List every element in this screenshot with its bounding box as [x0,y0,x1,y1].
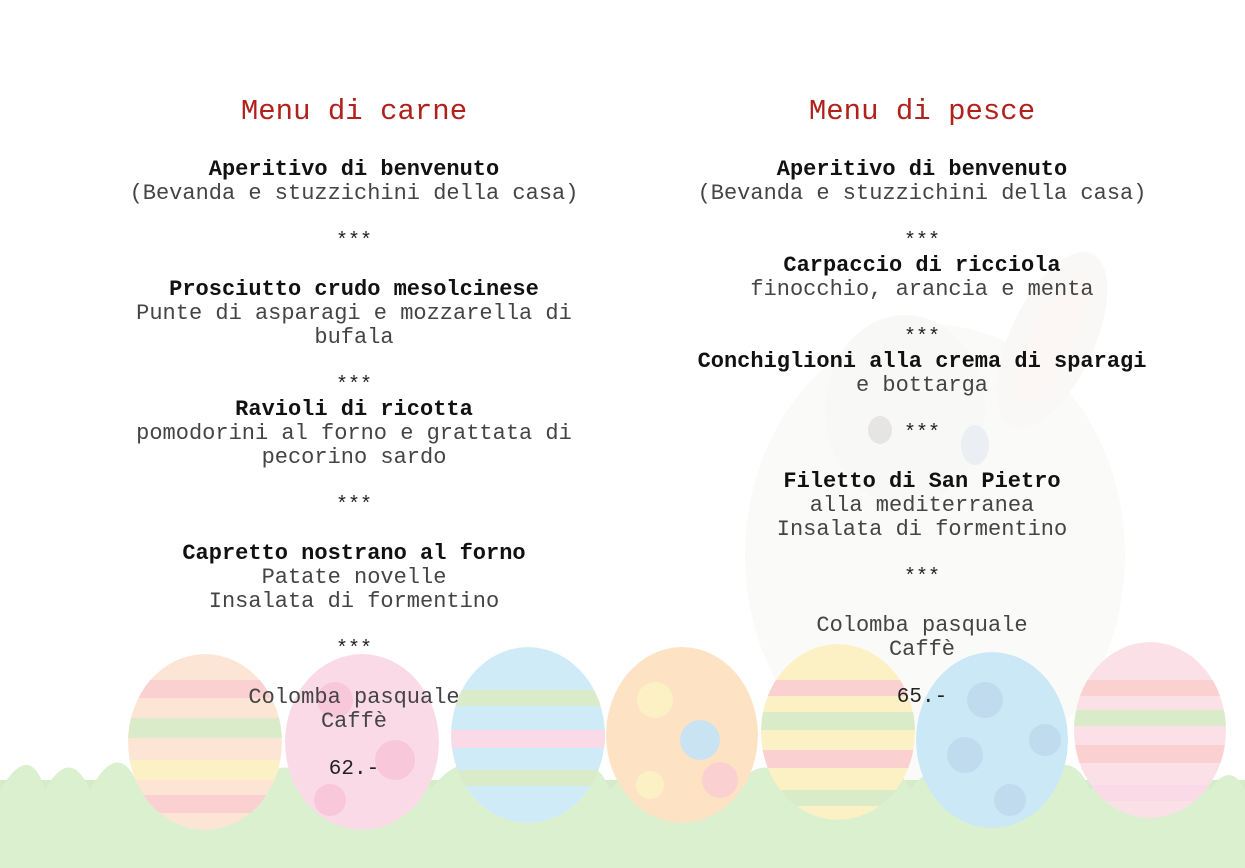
fish-aperitivo-desc: (Bevanda e stuzzichini della casa) [697,181,1147,206]
fish-separator: *** [903,422,940,445]
fish-menu-title: Menu di pesce [808,95,1036,128]
fish-coffee: Caffè [888,637,955,662]
meat-course3-name: Capretto nostrano al forno [182,541,526,566]
meat-course2-desc: pomodorini al forno e grattata di [136,421,572,446]
fish-course2-name: Conchiglioni alla crema di sparagi [697,349,1147,374]
fish-course3-desc: Insalata di formentino [776,517,1068,542]
fish-price: 65.- [896,686,948,709]
meat-separator: *** [335,638,372,661]
fish-course2-desc: e bottarga [855,373,989,398]
meat-course3-desc: Insalata di formentino [208,589,500,614]
fish-course3-desc: alla mediterranea [809,493,1035,518]
meat-course2-desc: pecorino sardo [261,445,447,470]
meat-coffee: Caffè [320,709,387,734]
meat-separator: *** [335,374,372,397]
fish-course1-desc: finocchio, arancia e menta [750,277,1094,302]
fish-separator: *** [903,326,940,349]
fish-separator: *** [903,230,940,253]
meat-menu-title: Menu di carne [240,95,468,128]
fish-course1-name: Carpaccio di ricciola [783,253,1061,278]
meat-dessert: Colomba pasquale [248,685,460,710]
meat-course1-name: Prosciutto crudo mesolcinese [169,277,539,302]
meat-aperitivo: Aperitivo di benvenuto [208,157,500,182]
fish-dessert: Colomba pasquale [816,613,1028,638]
fish-separator: *** [903,566,940,589]
meat-course3-desc: Patate novelle [261,565,447,590]
meat-aperitivo-desc: (Bevanda e stuzzichini della casa) [129,181,579,206]
meat-course2-name: Ravioli di ricotta [235,397,473,422]
meat-separator: *** [335,494,372,517]
meat-course1-desc: bufala [314,325,394,350]
meat-course1-desc: Punte di asparagi e mozzarella di [136,301,572,326]
meat-price: 62.- [328,758,380,781]
fish-course3-name: Filetto di San Pietro [783,469,1061,494]
meat-separator: *** [335,230,372,253]
fish-aperitivo: Aperitivo di benvenuto [776,157,1068,182]
